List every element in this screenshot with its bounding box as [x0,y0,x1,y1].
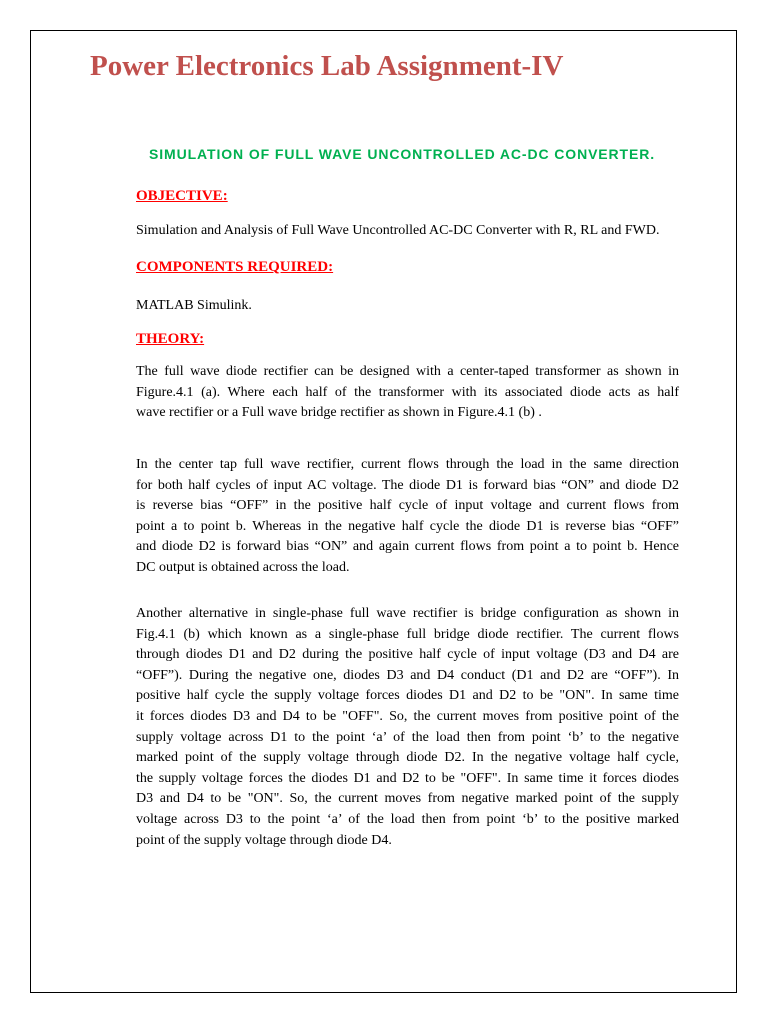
text-line: DC output is obtained across the load. [136,559,350,575]
text-line: “OFF”). During the negative one, diodes D3 and D4 conduct (D1 and D2 are “OFF”). In [136,667,679,683]
text-line: the supply voltage forces the diodes D1 and D2 to be "OFF". In same time it forces diodes [136,770,679,786]
document-title: Power Electronics Lab Assignment-IV [90,50,564,82]
text-line: Figure.4.1 (a). Where each half of the transformer with its associated diode acts as half [136,384,679,400]
document-subtitle: SIMULATION OF FULL WAVE UNCONTROLLED AC-DC CONVERTER. [149,146,656,162]
theory-paragraph-2 [136,455,679,579]
text-line: D3 and D4 to be "ON". So, the current moves from negative marked point of the supply [136,791,679,807]
components-heading: COMPONENTS REQUIRED: [136,259,334,275]
objective-heading: OBJECTIVE: [136,188,228,204]
components-text: MATLAB Simulink. [136,298,252,313]
text-line: it forces diodes D3 and D4 to be "OFF". So, the current moves from positive point of the [136,708,679,724]
text-line: supply voltage across D1 to the point ‘a’ of the load then from point ‘b’ to the negative [136,729,679,745]
text-line: Fig.4.1 (b) which known as a single-phase full bridge diode rectifier. The current flows [136,626,679,642]
text-line: In the center tap full wave rectifier, current flows through the load in the same direction [136,457,679,472]
text-line: Another alternative in single-phase full wave rectifier is bridge configuration as shown in [136,606,679,621]
text-line: voltage across D3 to the point ‘a’ of the load then from point ‘b’ to the positive marked [136,811,679,827]
theory-heading: THEORY: [136,331,205,347]
text-line: through diodes D1 and D2 during the positive half cycle of input voltage (D3 and D4 are [136,647,679,663]
theory-paragraph-1 [136,362,679,424]
text-line: The full wave diode rectifier can be designed with a center-taped transformer as shown in [136,364,679,379]
text-line: point a to point b. Whereas in the negative half cycle the diode D1 is reverse bias “OFF” [136,518,679,534]
objective-text: Simulation and Analysis of Full Wave Uncontrolled AC-DC Converter with R, RL and FWD. [136,223,660,238]
text-line: and diode D2 is forward bias “ON” and again current flows from point a to point b. Hence [136,539,679,555]
text-line: marked point of the supply voltage through diode D2. In the negative voltage half cycle, [136,750,679,766]
text-line: wave rectifier or a Full wave bridge rectifier as shown in Figure.4.1 (b) . [136,405,542,421]
text-line: is reverse bias “OFF” in the positive half cycle of input voltage and current flows from [136,498,679,514]
text-line: for both half cycles of input AC voltage. The diode D1 is forward bias “ON” and diode D2 [136,477,679,493]
text-line: point of the supply voltage through diode D4. [136,832,392,848]
theory-paragraph-3 [136,604,679,851]
text-line: positive half cycle the supply voltage forces diodes D1 and D2 to be "ON". In same time [136,688,679,704]
